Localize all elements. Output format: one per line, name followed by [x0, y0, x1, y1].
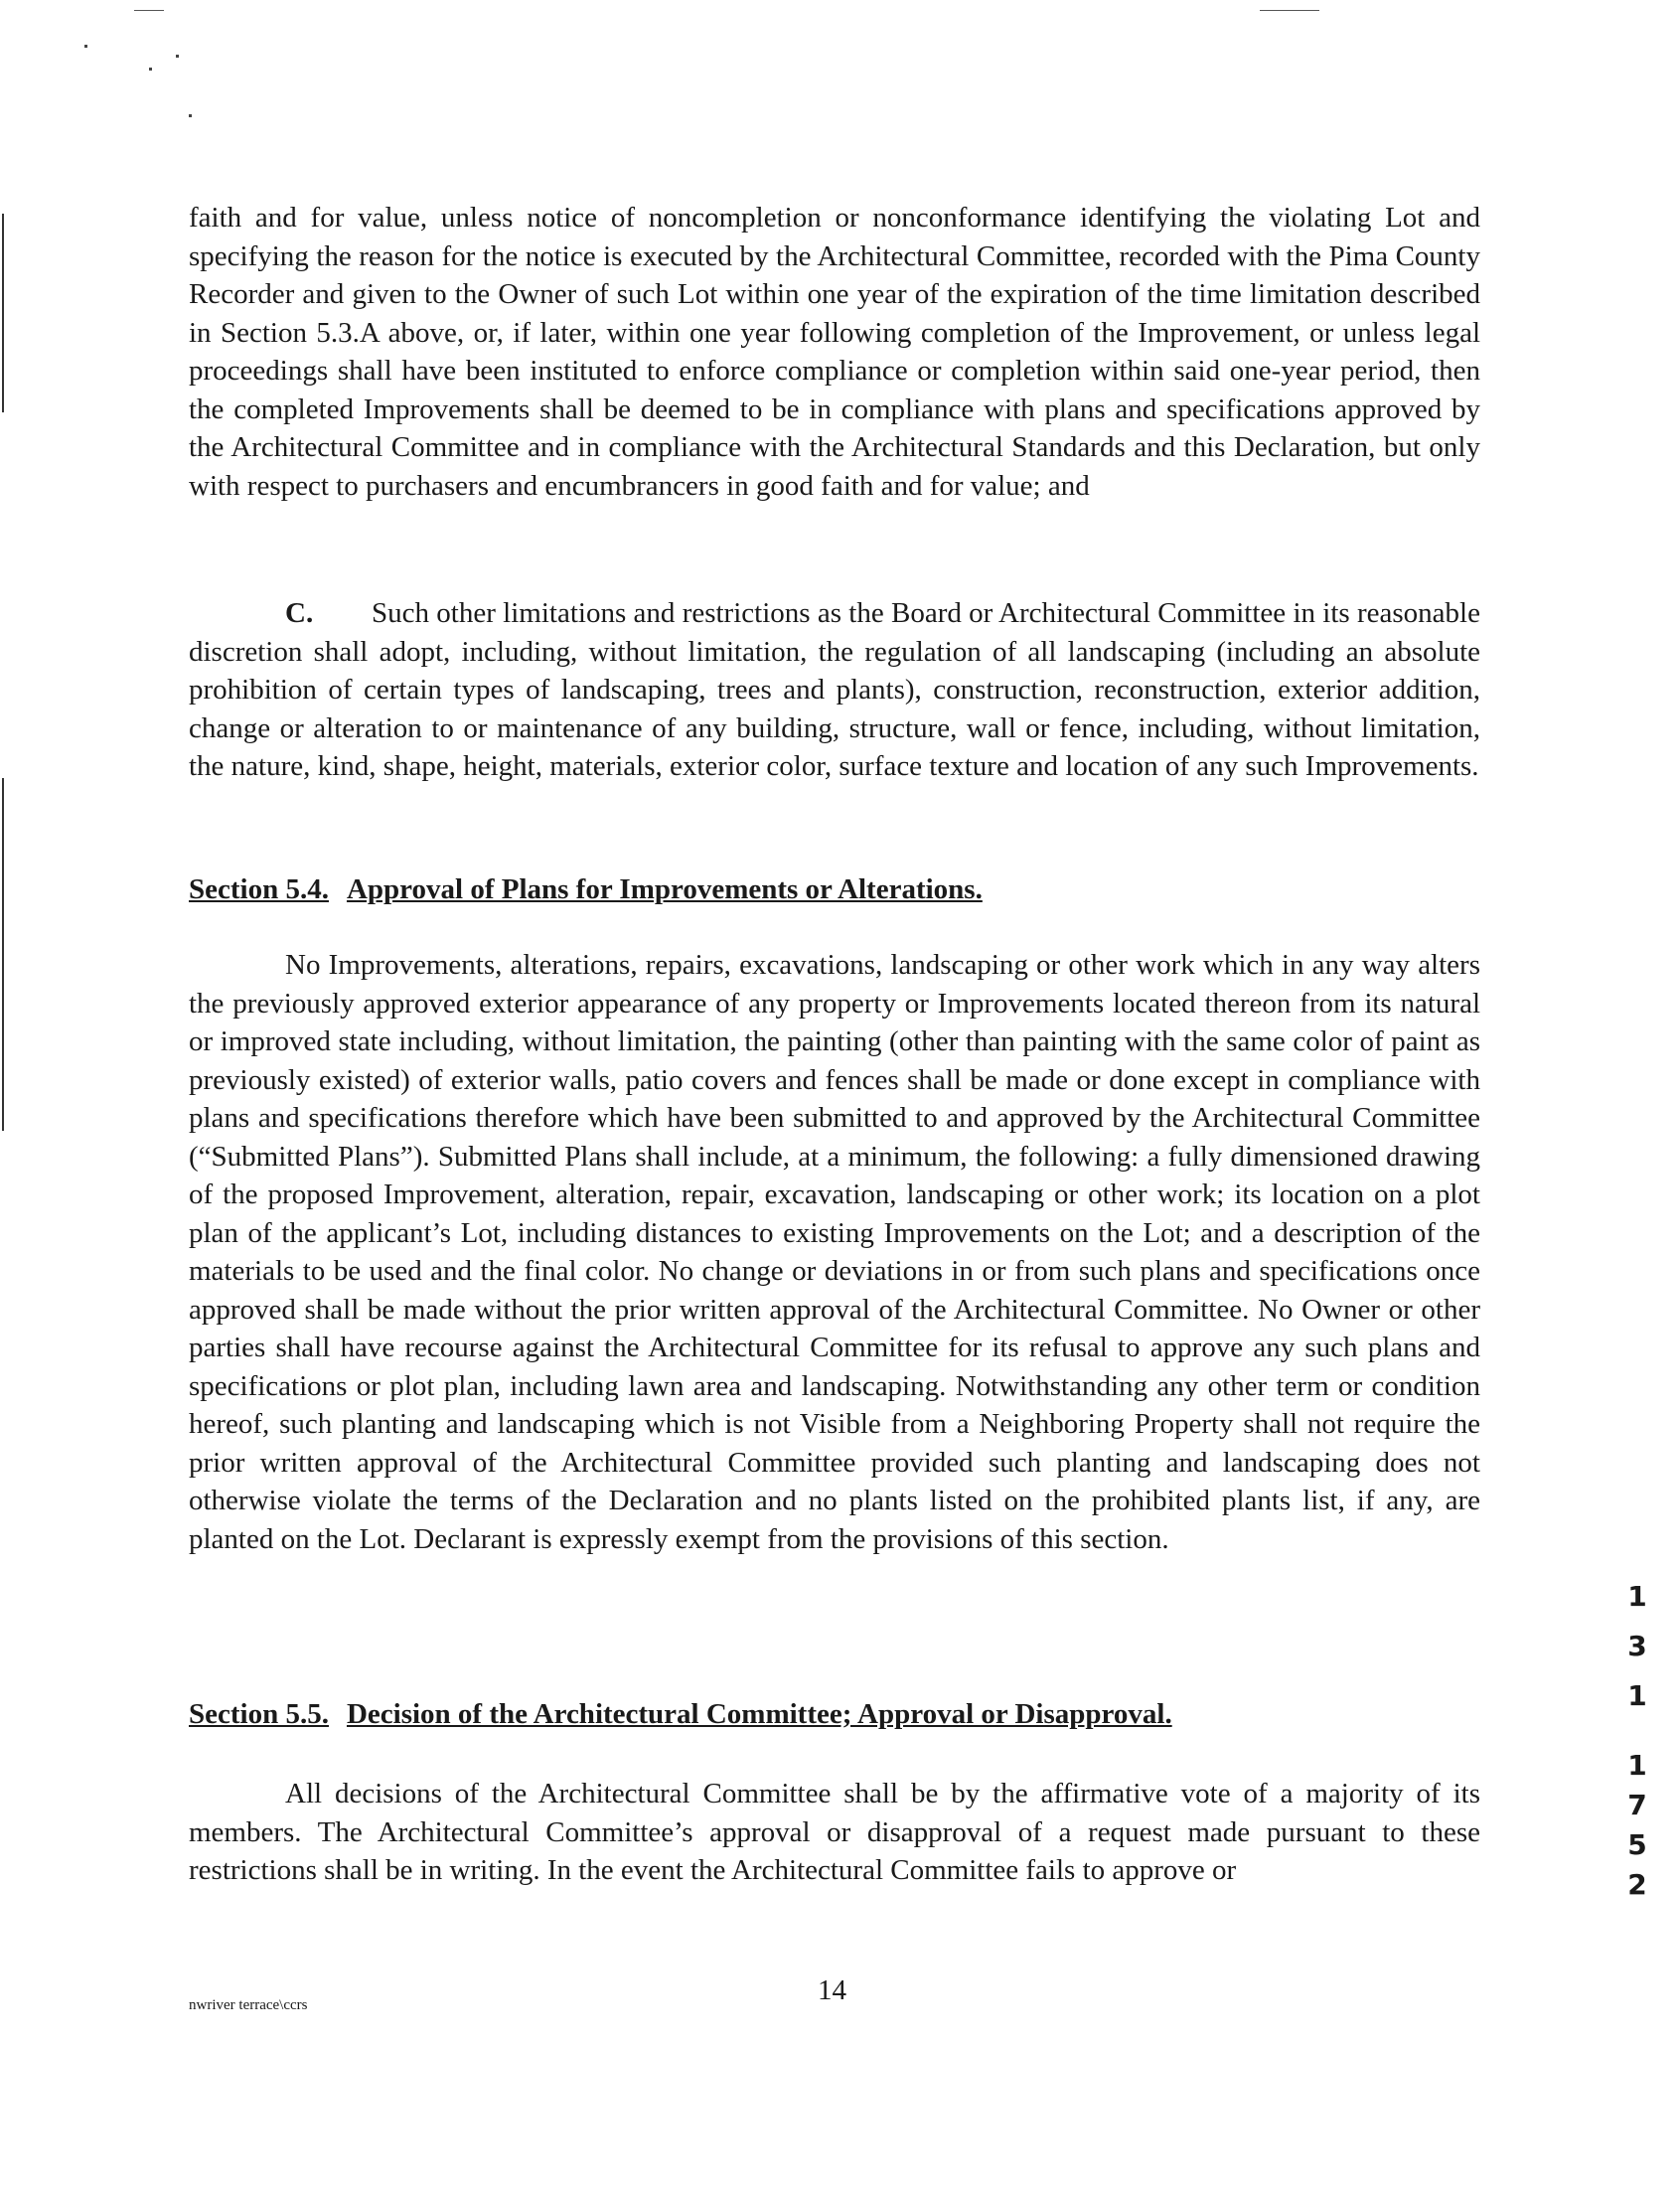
scan-speck	[84, 45, 87, 48]
stamp-char: 2	[1627, 1868, 1647, 1901]
paragraph-continuation: faith and for value, unless notice of noncompletion or nonconformance identifying the violating Lot and specifying the reason for the notice is executed by the Architectural Committee, recorded with the Pima County Recorder and given to the Owner of such Lot within one year of the expiration of the time limitation described in Section 5.3.A above, or, if later, within one year following completion of the Improvement, or unless legal proceedings shall have been instituted to enforce compliance or completion within said one-year period, then the completed Improvements shall be deemed to be in compliance with plans and specifications approved by the Architectural Committee and in compliance with the Architectural Standards and this Declaration, but only with respect to purchasers and encumbrancers in good faith and for value; and	[189, 202, 1480, 502]
footer-file-path: nwriver terrace\ccrs	[189, 1997, 308, 2013]
stamp-char: 1	[1627, 1749, 1647, 1782]
recording-stamp	[1617, 1580, 1657, 1901]
scan-mark-top-right	[1260, 10, 1319, 11]
scan-margin-line	[2, 214, 4, 412]
section-5-5-number: Section 5.5.	[189, 1698, 329, 1730]
scan-speck	[176, 55, 179, 58]
stamp-char: 7	[1627, 1789, 1647, 1821]
scan-speck	[149, 68, 152, 71]
section-5-4-heading	[189, 870, 983, 908]
paragraph-section-5-4: No Improvements, alterations, repairs, excavations, landscaping or other work which in any way alters the previously approved exterior appearance of any property or Improvements located thereon from its natural or improved state including, without limitation, the painting (other than painting with the same color of paint as previously existed) of exterior walls, patio covers and fences shall be made or done except in compliance with plans and specifications therefore which have been submitted to and approved by the Architectural Committee (“Submitted Plans”). Submitted Plans shall include, at a minimum, the following: a fully dimensioned drawing of the proposed Improvement, alteration, repair, excavation, landscaping or other work; its location on a plot plan of the applicant’s Lot, including distances to existing Improvements on the Lot; and a description of the materials to be used and the final color. No change or deviations in or from such plans and specifications once approved shall be made without the prior written approval of the Architectural Committee. No Owner or other parties shall have recourse against the Architectural Committee for its refusal to approve any such plans and specifications or plot plan, including lawn area and landscaping. Notwithstanding any other term or condition hereof, such planting and landscaping which is not Visible from a Neighboring Property shall not require the prior written approval of the Architectural Committee provided such planting and landscaping does not otherwise violate the terms of the Declaration and no plants listed on the prohibited plants list, if any, are planted on the Lot. Declarant is expressly exempt from the provisions of this section.	[189, 949, 1480, 1555]
stamp-char: 5	[1627, 1828, 1647, 1861]
section-5-4-title: Approval of Plans for Improvements or Alterations.	[346, 873, 983, 905]
section-5-5-title: Decision of the Architectural Committee; Approval or Disapproval.	[346, 1698, 1172, 1730]
subsection-c-text: Such other limitations and restrictions as the Board or Architectural Committee in its reasonable discretion shall adopt, including, without limitation, the regulation of all landscaping (including an absolute prohibition of certain types of landscaping, trees and plants), construction, reconstruction, exterior addition, change or alteration to or maintenance of any building, structure, wall or fence, including, without limitation, the nature, kind, shape, height, materials, exterior color, surface texture and location of any such Improvements.	[189, 597, 1480, 782]
scan-margin-line	[2, 778, 4, 1131]
paragraph-section-5-5: All decisions of the Architectural Committee shall be by the affirmative vote of a majority of its members. The Architectural Committee’s approval or disapproval of a request made pursuant to these restrictions shall be in writing. In the event the Architectural Committee fails to approve or	[189, 1778, 1480, 1886]
page-number: 14	[818, 1974, 846, 2006]
paragraph-subsection-c	[189, 594, 1480, 786]
stamp-char: 1	[1627, 1679, 1647, 1712]
section-5-4-number: Section 5.4.	[189, 873, 329, 905]
stamp-char: 3	[1627, 1630, 1647, 1662]
stamp-char: 1	[1627, 1580, 1647, 1613]
scan-speck	[189, 114, 192, 117]
scan-mark-top-left	[134, 10, 164, 11]
section-5-5-heading	[189, 1695, 1172, 1733]
subsection-letter: C.	[285, 597, 314, 629]
